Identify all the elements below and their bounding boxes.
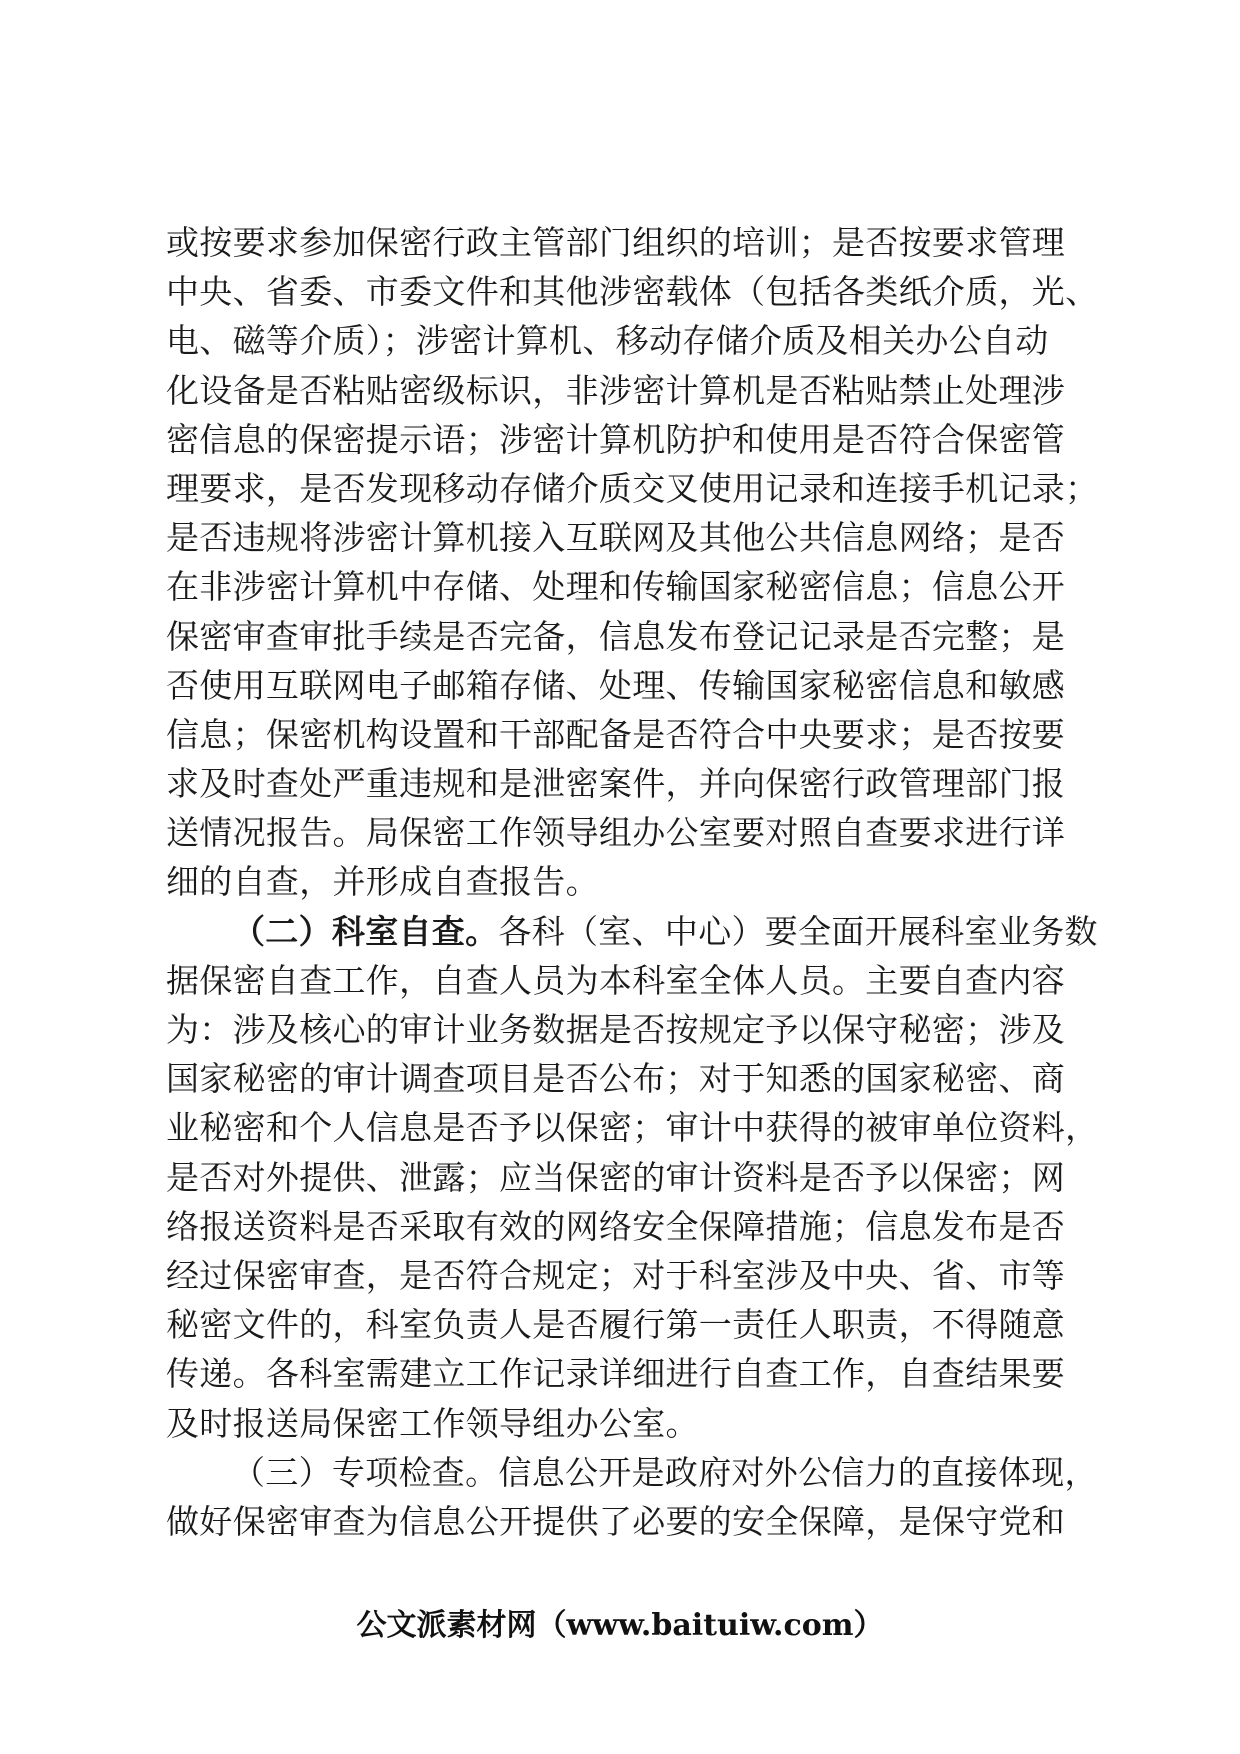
section2-heading: （二）科室自查。 <box>232 911 499 951</box>
text-line-14: 细的自查，并形成自查报告。 <box>166 862 599 902</box>
section2-first-line-text: 各科（室、中心）要全面开展科室业务数 <box>498 911 1098 951</box>
section2-line-6: 络报送资料是否采取有效的网络安全保障措施；信息发布是否 <box>166 1206 1066 1246</box>
section2-line-2: 为：涉及核心的审计业务数据是否按规定予以保守秘密；涉及 <box>166 1010 1066 1049</box>
section2-line-7: 经过保密审查，是否符合规定；对于科室涉及中央、省、市等 <box>166 1255 1066 1295</box>
section2-first-line <box>166 907 1096 956</box>
text-line-6: 理要求，是否发现移动存储介质交叉使用记录和连接手机记录； <box>166 468 1099 508</box>
text-line-13: 送情况报告。局保密工作领导组办公室要对照自查要求进行详 <box>166 813 1066 853</box>
text-line-12: 求及时查处严重违规和是泄密案件，并向保密行政管理部门报 <box>166 764 1066 804</box>
text-line-11: 信息；保密机构设置和干部配备是否符合中央要求；是否按要 <box>166 714 1066 754</box>
text-line-4: 化设备是否粘贴密级标识，非涉密计算机是否粘贴禁止处理涉 <box>166 370 1066 410</box>
section2-line-1: 据保密自查工作，自查人员为本科室全体人员。主要自查内容 <box>166 960 1066 1000</box>
text-line-7: 是否违规将涉密计算机接入互联网及其他公共信息网络；是否 <box>166 518 1066 558</box>
text-line-2: 中央、省委、市委文件和其他涉密载体（包括各类纸介质，光、 <box>166 272 1099 312</box>
section2-line-5: 是否对外提供、泄露；应当保密的审计资料是否予以保密；网 <box>166 1157 1066 1197</box>
text-line-3: 电、磁等介质）；涉密计算机、移动存储介质及相关办公自动 <box>166 321 1049 361</box>
section2-line-10: 及时报送局保密工作领导组办公室。 <box>166 1403 699 1443</box>
section2-line-4: 业秘密和个人信息是否予以保密；审计中获得的被审单位资料， <box>166 1108 1099 1148</box>
text-line-1: 或按要求参加保密行政主管部门组织的培训；是否按要求管理 <box>166 223 1066 262</box>
text-line-5: 密信息的保密提示语；涉密计算机防护和使用是否符合保密管 <box>166 419 1066 459</box>
text-line-10: 否使用互联网电子邮箱存储、处理、传输国家秘密信息和敏感 <box>166 665 1066 705</box>
footer-watermark: 公文派素材网（www.baituiw.com） <box>356 1608 884 1643</box>
section3-line-1: 做好保密审查为信息公开提供了必要的安全保障，是保守党和 <box>166 1501 1066 1541</box>
section2-line-8: 秘密文件的，科室负责人是否履行第一责任人职责，不得随意 <box>166 1305 1066 1345</box>
section2-line-9: 传递。各科室需建立工作记录详细进行自查工作，自查结果要 <box>166 1354 1066 1394</box>
text-line-8: 在非涉密计算机中存储、处理和传输国家秘密信息；信息公开 <box>166 567 1066 607</box>
section2-line-3: 国家秘密的审计调查项目是否公布；对于知悉的国家秘密、商 <box>166 1059 1066 1099</box>
section3-first-line: （三）专项检查。信息公开是政府对外公信力的直接体现， <box>232 1452 1098 1492</box>
text-line-9: 保密审查审批手续是否完备，信息发布登记记录是否完整；是 <box>166 616 1066 656</box>
document-body <box>166 218 1099 1546</box>
